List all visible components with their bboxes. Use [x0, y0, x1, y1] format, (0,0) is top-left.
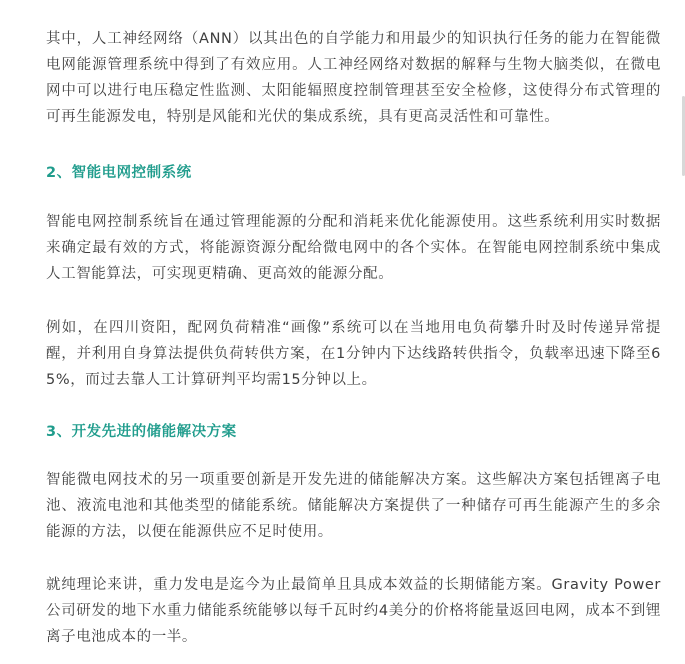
paragraph-gravity-power: 就纯理论来讲，重力发电是迄今为止最简单且具成本效益的长期储能方案。Gravity Power公司研发的地下水重力储能系统能够以每千瓦时约4美分的价格将能量返回电网，成本不到锂离子电池成本的一半。 [46, 577, 661, 645]
scrollbar[interactable] [681, 0, 685, 664]
section-heading-smart-grid-control: 2、智能电网控制系统 [46, 165, 192, 181]
paragraph-ann: 其中，人工神经网络（ANN）以其出色的自学能力和用最少的知识执行任务的能力在智能微电网能源管理系统中得到了有效应用。人工神经网络对数据的解释与生物大脑类似，在微电网中可以进行电压稳定性监测、太阳能辐照度控制管理甚至安全检修，这使得分布式管理的可再生能源发电，特别是风能和光伏的集成系统，具有更高灵活性和可靠性。 [46, 31, 661, 125]
paragraph-energy-storage: 智能微电网技术的另一项重要创新是开发先进的储能解决方案。这些解决方案包括锂离子电池、液流电池和其他类型的储能系统。储能解决方案提供了一种储存可再生能源产生的多余能源的方法，以便在能源供应不足时使用。 [46, 472, 661, 540]
paragraph-smart-grid-control: 智能电网控制系统旨在通过管理能源的分配和消耗来优化能源使用。这些系统利用实时数据来确定最有效的方式，将能源资源分配给微电网中的各个实体。在智能电网控制系统中集成人工智能算法，可实现更精确、更高效的能源分配。 [46, 214, 661, 282]
paragraph-sichuan-example: 例如，在四川资阳，配网负荷精准“画像”系统可以在当地用电负荷攀升时及时传递异常提醒，并利用自身算法提供负荷转供方案，在1分钟内下达线路转供指令，负载率迅速下降至65%，而过去靠人工计算研判平均需15分钟以上。 [46, 320, 661, 388]
section-heading-energy-storage: 3、开发先进的储能解决方案 [46, 424, 237, 440]
